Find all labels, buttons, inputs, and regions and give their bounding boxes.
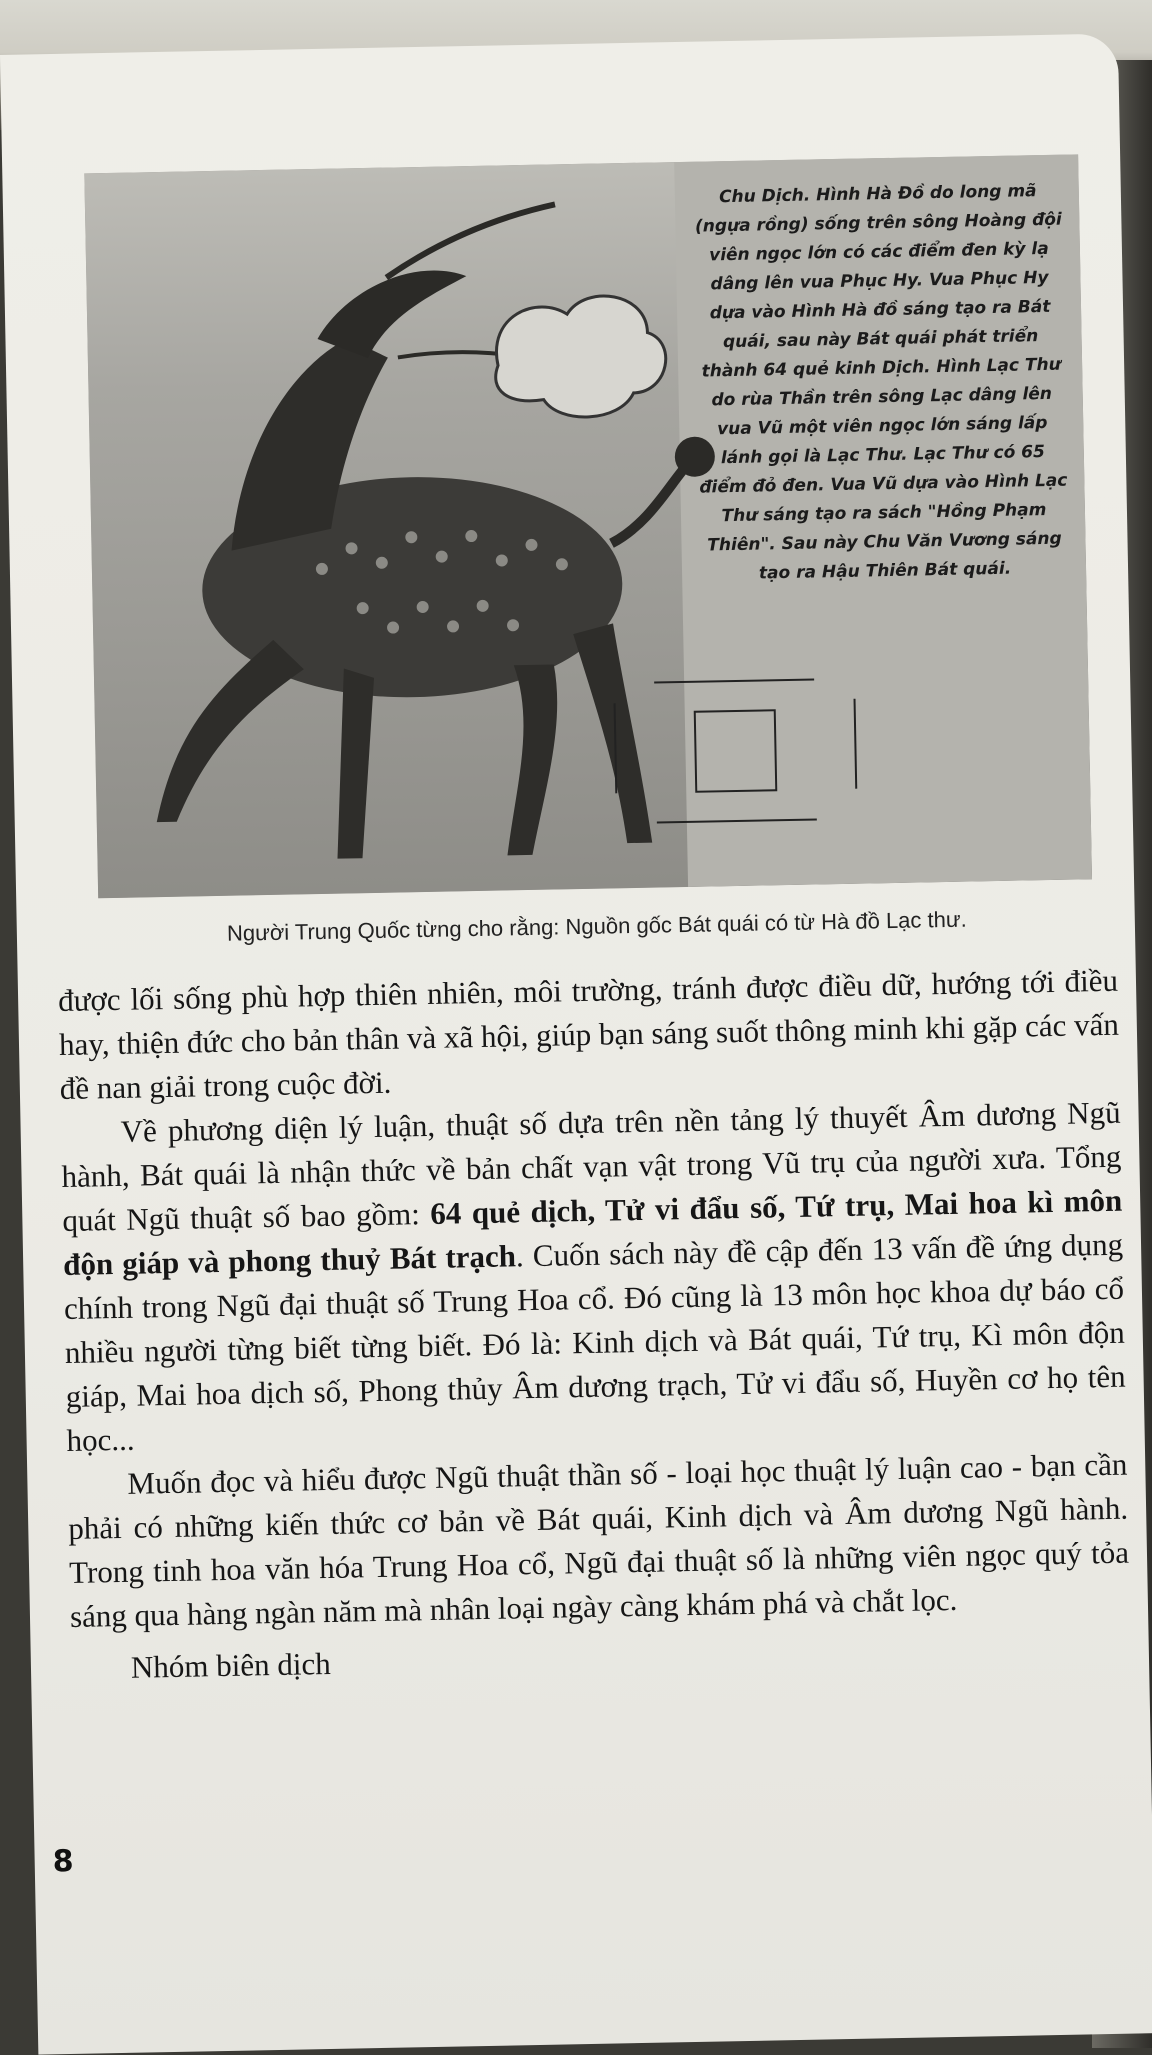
creature-leg-back (504, 664, 560, 855)
creature-leg-back-2 (573, 623, 652, 844)
paragraph-2-bold: 64 quẻ dịch, Tử vi đẩu số, Tứ trụ, Mai hoa kì môn độn giáp và phong thuỷ Bát trạch (62, 1182, 1123, 1283)
creature-head (316, 270, 468, 359)
body-text (58, 959, 1131, 1691)
illustration (84, 154, 1092, 898)
cloud-scroll (494, 295, 667, 419)
paragraph-2 (60, 1091, 1127, 1463)
creature-leg-front-2 (334, 668, 378, 859)
paragraph-2-start: Về phương diện lý luận, thuật số dựa trên nền tảng lý thuyết Âm dương Ngũ hành, Bát quái là nhận thức về bản chất vạn vật trong Vũ trụ của người xưa. Tổng quát Ngũ thuật số bao gồm: (61, 1094, 1122, 1239)
figure-caption: Người Trung Quốc từng cho rằng: Nguồn gốc Bát quái có từ Hà đồ Lạc thư. (226, 906, 967, 946)
book-page (0, 34, 1152, 2055)
creature-leg-front (153, 639, 306, 822)
creature-horn (385, 204, 556, 277)
signature: Nhóm biên dịch (130, 1645, 332, 1685)
paragraph-2-end: . Cuốn sách này đề cập đến 13 vấn đề ứng dụng chính trong Ngũ đại thuật số Trung Hoa cổ. Đó cũng là 13 môn học khoa dự báo cổ nhiều người từng biết từng biết. Đó là: Kinh dịch và Bát quái, Tứ trụ, Kì môn độn giáp, Mai hoa dịch số, Phong thủy Âm dương trạch, Tử vi đẩu số, Huyền cơ họ tên học... (63, 1226, 1126, 1458)
creature-tail (610, 462, 692, 544)
page-number: 8 (52, 1843, 74, 1880)
illustration-note: Chu Dịch. Hình Hà Đồ do long mã (ngựa rồng) sống trên sông Hoàng đội viên ngọc lớn có các điểm đen kỳ lạ dâng lên vua Phục Hy. Vua Phục Hy dựa vào Hình Hà đồ sáng tạo ra Bát quái, sau này Bát quái phát triển thành 64 quẻ kinh Dịch. Hình Lạc Thư do rùa Thần trên sông Lạc dâng lên vua Vũ một viên ngọc lớn sáng lấp lánh gọi là Lạc Thư. Lạc Thư có 65 điểm đỏ đen. Vua Vũ dựa vào Hình Lạc Thư sáng tạo ra sách "Hồng Phạm Thiên". Sau này Chu Văn Vương sáng tạo ra Hậu Thiên Bát quái. (694, 181, 1068, 584)
paragraph-3: Muốn đọc và hiểu được Ngũ thuật thần số - loại học thuật lý luận cao - bạn cần phải có những kiến thức cơ bản về Bát quái, Kinh dịch và Âm dương Ngũ hành. Trong tinh hoa văn hóa Trung Hoa cổ, Ngũ đại thuật số là những viên ngọc quý tỏa sáng qua hàng ngàn năm mà nhân loại ngày càng khám phá và chắt lọc. (67, 1446, 1130, 1634)
paragraph-1: được lối sống phù hợp thiên nhiên, môi trường, tránh được điều dữ, hướng tới điều hay, thiện đức cho bản thân và xã hội, giúp bạn sáng suốt thông minh khi gặp các vấn đề nan giải trong cuộc đời. (57, 962, 1120, 1107)
